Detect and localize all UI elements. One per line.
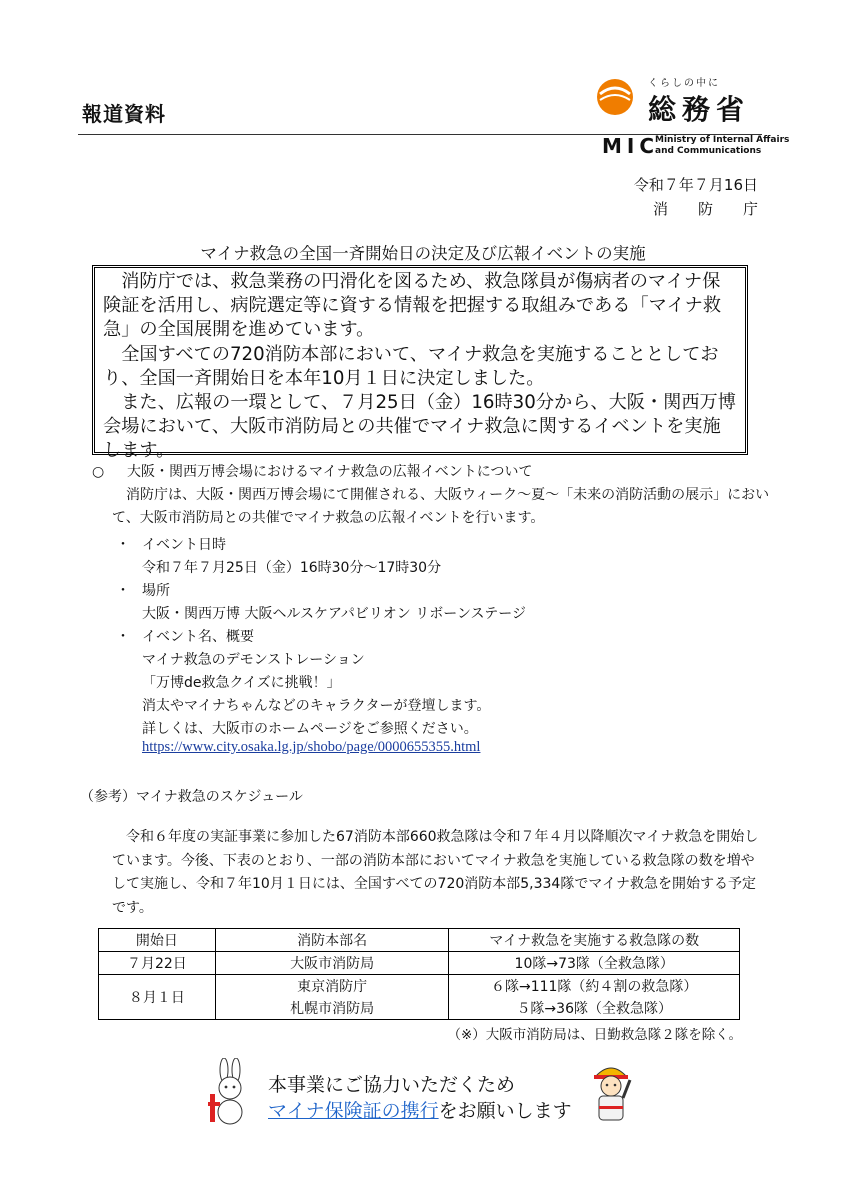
logo-english: Ministry of Internal Affairs and Communications (655, 135, 790, 156)
event-item-line: 消太やマイナちゃんなどのキャラクターが登壇します。 (142, 698, 491, 714)
event-item-line: 詳しくは、大阪市のホームページをご参照ください。 (142, 721, 478, 737)
bullet-dot: ・ (116, 537, 130, 553)
table-header-cell: 開始日 (99, 929, 216, 952)
table-header-row (99, 929, 740, 952)
table-cell: 東京消防庁 (215, 975, 449, 998)
table-header-cell: マイナ救急を実施する救急隊の数 (449, 929, 740, 952)
table-note: （※）大阪市消防局は、日勤救急隊２隊を除く。 (447, 1027, 742, 1043)
table-row (99, 975, 740, 998)
release-date: 令和７年７月16日 (633, 176, 758, 194)
event-item-label: 場所 (142, 583, 170, 599)
event-bullet: ○ (92, 464, 105, 480)
summary-paragraph: 消防庁では、救急業務の円滑化を図るため、救急隊員が傷病者のマイナ保険証を活用し、病院選定等に資する情報を把握する取組みである「マイナ救急」の全国展開を進めています。 (103, 271, 722, 341)
mascot-rabbit-icon (206, 1058, 254, 1126)
table-cell: ５隊→36隊（全救急隊） (449, 997, 740, 1020)
table-row (99, 952, 740, 975)
event-item-line: 令和７年７月25日（金）16時30分～17時30分 (142, 560, 442, 576)
schedule-table (98, 928, 740, 1020)
table-cell: 10隊→73隊（全救急隊） (449, 952, 740, 975)
table-cell: ６隊→111隊（約４割の救急隊） (449, 975, 740, 998)
mic-logo-icon (596, 78, 634, 116)
reference-heading: （参考）マイナ救急のスケジュール (80, 789, 303, 805)
logo-name: 総務省 (648, 93, 751, 126)
cooperation-line-1: 本事業にご協力いただくため (268, 1074, 516, 1096)
event-item-label: イベント日時 (142, 537, 226, 553)
page-title: マイナ救急の全国一斉開始日の決定及び広報イベントの実施 (200, 244, 646, 263)
bullet-dot: ・ (116, 583, 130, 599)
event-intro: 消防庁は、大阪・関西万博会場にて開催される、大阪ウィーク～夏～「未来の消防活動の展示」において、大阪市消防局との共催でマイナ救急の広報イベントを行います。 (112, 487, 770, 526)
event-url-link[interactable]: https://www.city.osaka.lg.jp/shobo/page/0000655355.html (142, 739, 481, 755)
table-cell: 札幌市消防局 (215, 997, 449, 1020)
event-item-line: マイナ救急のデモンストレーション (142, 652, 365, 668)
bullet-dot: ・ (116, 629, 130, 645)
table-cell: ７月22日 (99, 952, 216, 975)
cooperation-rest: をお願いします (438, 1100, 572, 1122)
event-heading: 大阪・関西万博会場におけるマイナ救急の広報イベントについて (127, 464, 533, 480)
summary-box (92, 265, 748, 462)
summary-paragraph: また、広報の一環として、７月25日（金）16時30分から、大阪・関西万博会場において、大阪市消防局との共催でマイナ救急に関するイベントを実施します。 (103, 392, 736, 462)
table-cell: ８月１日 (99, 975, 216, 1020)
table-cell: 大阪市消防局 (215, 952, 449, 975)
event-item-line: 大阪・関西万博 大阪ヘルスケアパビリオン リボーンステージ (142, 606, 526, 622)
agency-name: 消防庁 (652, 200, 788, 218)
table-header-cell: 消防本部名 (215, 929, 449, 952)
mascot-firefighter-icon (588, 1058, 634, 1122)
event-item-label: イベント名、概要 (142, 629, 254, 645)
event-item-line: 「万博de救急クイズに挑戦！」 (142, 675, 341, 691)
press-label: 報道資料 (82, 102, 166, 126)
logo-abbr: MIC (602, 134, 660, 158)
reference-paragraph: 令和６年度の実証事業に参加した67消防本部660救急隊は令和７年４月以降順次マイナ救急を開始しています。今後、下表のとおり、一部の消防本部においてマイナ救急を実施している救急隊の数を増やして実施し、令和７年10月１日には、全国すべての720消防本部5,334隊でマイナ救急を開始する予定です。 (112, 829, 759, 917)
logo-tagline: くらしの中に (648, 78, 720, 89)
cooperation-line-2 (268, 1096, 572, 1123)
cooperation-highlight: マイナ保険証の携行 (268, 1100, 439, 1122)
summary-paragraph: 全国すべての720消防本部において、マイナ救急を実施することとしており、全国一斉開始日を本年10月１日に決定しました。 (103, 343, 719, 389)
